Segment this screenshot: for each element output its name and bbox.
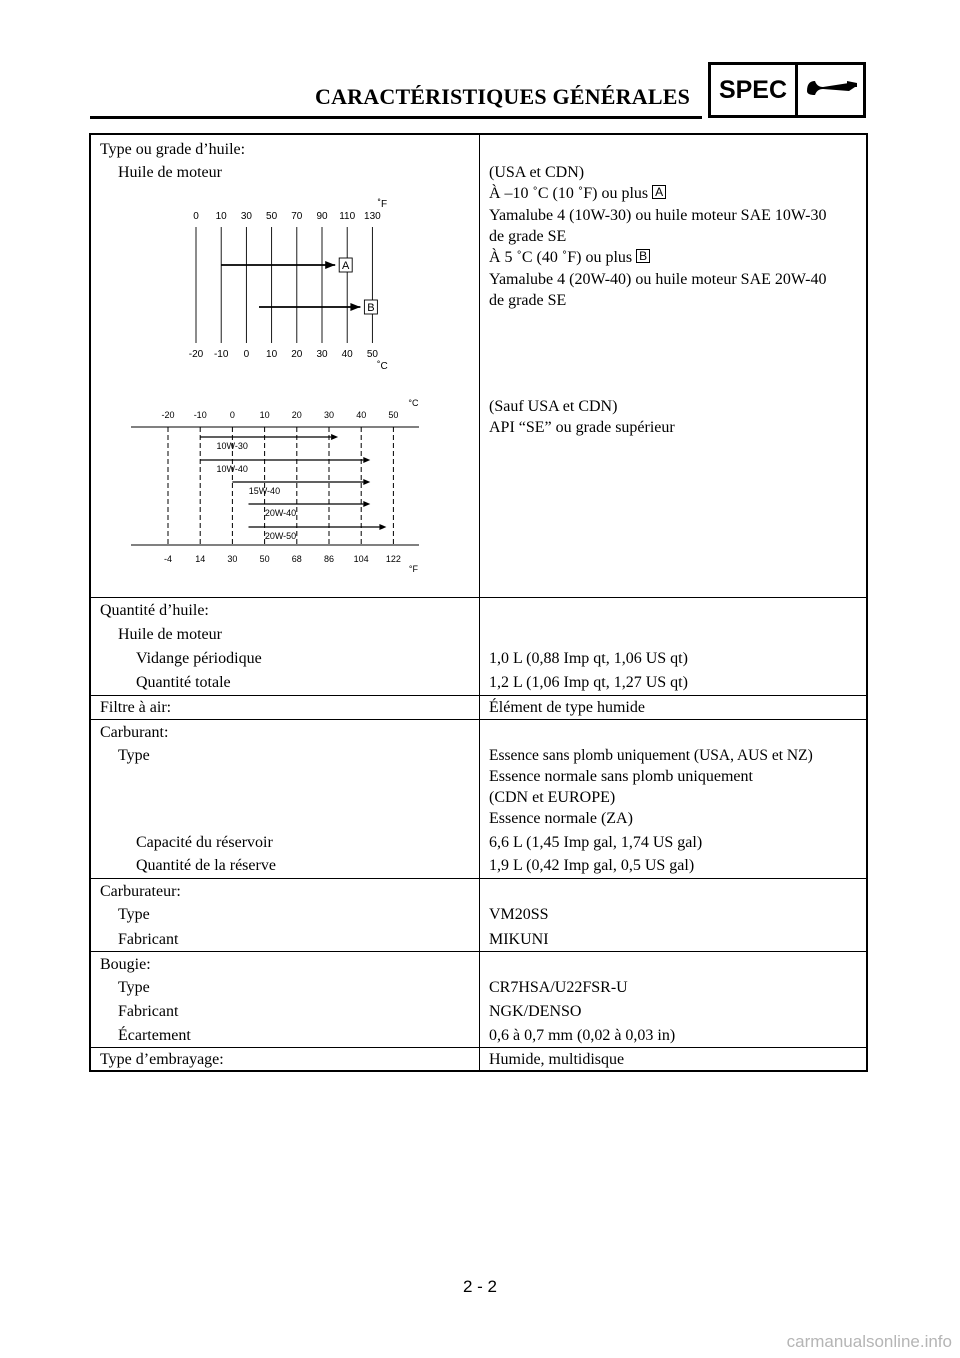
top-tick-label: 40 xyxy=(356,410,367,420)
oil-total-label: Quantité totale xyxy=(136,674,231,691)
oil-quantity-label: Quantité d’huile: xyxy=(100,602,209,619)
bottom-tick-label: 20 xyxy=(291,349,303,360)
oil-periodic-value: 1,0 L (0,88 Imp qt, 1,06 US qt) xyxy=(489,650,688,667)
top-tick-label: 20 xyxy=(291,410,302,420)
oil-line-a: À –10 ˚C (10 ˚F) ou plus A xyxy=(489,184,666,203)
row-divider xyxy=(91,695,866,696)
oil-a-text-1: Yamalube 4 (10W-30) ou huile moteur SAE 10W-30 xyxy=(489,207,827,224)
top-tick-label: 0 xyxy=(229,410,235,420)
spark-plug-type-value: CR7HSA/U22FSR-U xyxy=(489,979,628,996)
tag-a: A xyxy=(652,185,666,199)
bottom-tick-label: 14 xyxy=(195,554,206,564)
title-rule xyxy=(90,116,702,119)
series-label: 15W-40 xyxy=(248,486,281,496)
bottom-tick-label: 122 xyxy=(385,554,401,564)
arrow-head xyxy=(379,524,386,530)
spec-table xyxy=(89,133,868,1072)
clutch-label: Type d’embrayage: xyxy=(100,1051,224,1068)
spark-plug-gap-label: Écartement xyxy=(118,1027,191,1044)
oil-spec-other: API “SE” ou grade supérieur xyxy=(489,419,675,436)
page-title: CARACTÉRISTIQUES GÉNÉRALES xyxy=(315,84,691,109)
oil-type-label: Type ou grade d’huile: xyxy=(100,141,246,158)
bottom-tick-label: 30 xyxy=(227,554,238,564)
fuel-tank-value: 6,6 L (1,45 Imp gal, 1,74 US gal) xyxy=(489,834,703,851)
fuel-type-value-3: (CDN et EUROPE) xyxy=(489,789,616,806)
bottom-tick-label: 10 xyxy=(266,349,278,360)
top-tick-label: 50 xyxy=(388,410,399,420)
top-tick-label: 50 xyxy=(266,211,278,222)
top-tick-label: 70 xyxy=(291,211,303,222)
carburetor-type-value: VM20SS xyxy=(489,906,549,923)
series-label: 10W-40 xyxy=(216,464,248,474)
fuel-type-label: Type xyxy=(118,747,150,764)
series-label: 20W-50 xyxy=(264,531,297,541)
spec-badge xyxy=(708,62,866,118)
carburetor-type-label: Type xyxy=(118,906,150,923)
carburetor-maker-label: Fabricant xyxy=(118,931,179,948)
oil-b-text-2: de grade SE xyxy=(489,292,567,309)
bottom-tick-label: 50 xyxy=(259,554,270,564)
oil-region-usa: (USA et CDN) xyxy=(489,164,585,181)
fuel-type-value-2: Essence normale sans plomb uniquement xyxy=(489,768,753,785)
series-tag: A xyxy=(342,260,350,272)
air-filter-label: Filtre à air: xyxy=(100,699,172,716)
oil-total-value: 1,2 L (1,06 Imp qt, 1,27 US qt) xyxy=(489,674,688,691)
top-tick-label: -10 xyxy=(193,410,207,420)
top-tick-label: 30 xyxy=(323,410,335,420)
arrow-head xyxy=(325,261,335,269)
top-tick-label: 10 xyxy=(259,410,270,420)
fuel-type-value-1: Essence sans plomb uniquement (USA, AUS et NZ) xyxy=(489,747,813,764)
arrow-head xyxy=(363,457,370,463)
bottom-tick-label: 0 xyxy=(243,349,250,360)
top-tick-label: 90 xyxy=(316,211,328,222)
top-unit-label: ˚F xyxy=(377,199,388,210)
oil-temperature-chart-other xyxy=(126,390,426,580)
row-divider xyxy=(91,1047,866,1048)
spark-plug-maker-value: NGK/DENSO xyxy=(489,1003,582,1020)
oil-a-text-2: de grade SE xyxy=(489,228,567,245)
spec-label: SPEC xyxy=(711,65,798,115)
bottom-tick-label: 104 xyxy=(353,554,369,564)
air-filter-value: Élément de type humide xyxy=(489,699,645,716)
fuel-reserve-label: Quantité de la réserve xyxy=(136,857,276,874)
bottom-tick-label: -10 xyxy=(213,349,229,360)
bottom-tick-label: 40 xyxy=(341,349,353,360)
row-divider xyxy=(91,719,866,720)
row-divider xyxy=(91,878,866,879)
oil-b-text-1: Yamalube 4 (20W-40) ou huile moteur SAE 20W-40 xyxy=(489,271,827,288)
oil-periodic-label: Vidange périodique xyxy=(136,650,262,667)
oil-line-b: À 5 ˚C (40 ˚F) ou plus B xyxy=(489,248,650,267)
bottom-tick-label: 30 xyxy=(316,349,328,360)
top-tick-label: 130 xyxy=(364,211,381,222)
spark-plug-gap-value: 0,6 à 0,7 mm (0,02 à 0,03 in) xyxy=(489,1027,676,1044)
fuel-tank-label: Capacité du réservoir xyxy=(136,834,273,851)
bottom-tick-label: -4 xyxy=(163,554,173,564)
bottom-tick-label: 50 xyxy=(366,349,378,360)
arrow-head xyxy=(331,434,338,440)
series-label: 10W-30 xyxy=(216,441,248,451)
bottom-unit-label: ˚C xyxy=(377,361,388,372)
tag-b: B xyxy=(636,249,650,263)
top-tick-label: 30 xyxy=(240,211,252,222)
row-divider xyxy=(91,597,866,598)
top-unit-label: °C xyxy=(408,398,419,408)
watermark: carmanualsonline.info xyxy=(786,1332,952,1351)
oil-quantity-engine: Huile de moteur xyxy=(118,626,222,643)
bottom-tick-label: 86 xyxy=(323,554,335,564)
arrow-head xyxy=(363,479,370,485)
clutch-value: Humide, multidisque xyxy=(489,1051,625,1068)
oil-region-other: (Sauf USA et CDN) xyxy=(489,398,618,415)
series-label: 20W-40 xyxy=(264,508,297,518)
top-tick-label: 10 xyxy=(215,211,227,222)
series-tag: B xyxy=(367,302,375,314)
wrench-icon xyxy=(798,65,863,115)
carburetor-maker-value: MIKUNI xyxy=(489,931,549,948)
top-tick-label: 110 xyxy=(339,211,356,222)
carburetor-label: Carburateur: xyxy=(100,883,181,900)
bottom-tick-label: 68 xyxy=(291,554,302,564)
spark-plug-maker-label: Fabricant xyxy=(118,1003,179,1020)
oil-engine-label: Huile de moteur xyxy=(118,164,222,181)
bottom-tick-label: -20 xyxy=(188,349,204,360)
arrow-head xyxy=(350,303,360,311)
top-tick-label: -20 xyxy=(161,410,175,420)
arrow-head xyxy=(363,501,370,507)
fuel-reserve-value: 1,9 L (0,42 Imp gal, 0,5 US gal) xyxy=(489,857,695,874)
spark-plug-type-label: Type xyxy=(118,979,150,996)
top-tick-label: 0 xyxy=(193,211,199,222)
fuel-label: Carburant: xyxy=(100,724,169,741)
column-divider xyxy=(479,135,480,1070)
row-divider xyxy=(91,951,866,952)
fuel-type-value-4: Essence normale (ZA) xyxy=(489,810,633,827)
spark-plug-label: Bougie: xyxy=(100,956,151,973)
bottom-unit-label: °F xyxy=(408,564,418,574)
oil-temperature-chart-usa xyxy=(171,195,411,375)
page-number: 2 - 2 xyxy=(462,1277,498,1296)
